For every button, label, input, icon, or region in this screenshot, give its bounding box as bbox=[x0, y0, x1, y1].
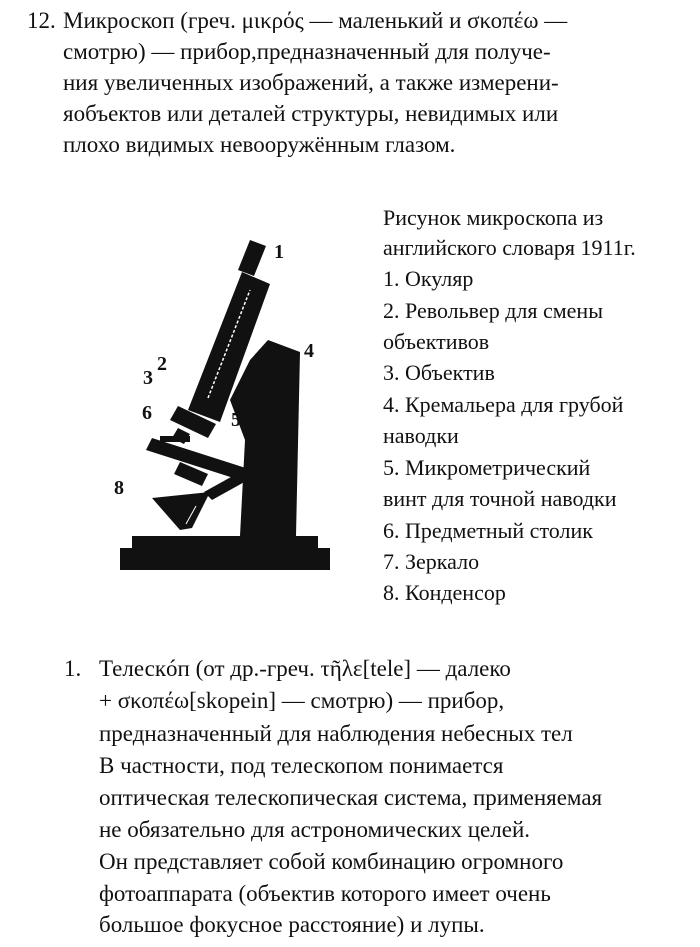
section-number: 1. bbox=[64, 656, 82, 681]
callout-6: 6 bbox=[142, 402, 152, 424]
mirror bbox=[152, 492, 210, 530]
legend-item: 4. Кремальера для грубой bbox=[383, 392, 624, 417]
microscope-base bbox=[120, 548, 330, 570]
paragraph-line: В частности, под телескопом понимается bbox=[99, 753, 504, 778]
legend-item: объективов bbox=[383, 329, 490, 354]
paragraph-line: Телескóп (от др.-греч. τῆλε[tele] — далеко bbox=[99, 656, 511, 681]
focus-knob bbox=[236, 384, 248, 396]
legend-item: 5. Микрометрический bbox=[383, 455, 591, 480]
figure-caption: Рисунок микроскопа из bbox=[383, 205, 604, 230]
paragraph-line: + σκοπέω[skopein] — смотрю) — прибор, bbox=[99, 688, 505, 713]
legend-item: 3. Объектив bbox=[383, 360, 495, 385]
callout-1: 1 bbox=[274, 241, 284, 263]
microscope-illustration bbox=[100, 230, 340, 580]
callout-8: 8 bbox=[114, 477, 124, 499]
legend-item: 6. Предметный столик bbox=[383, 518, 593, 543]
mirror-holder bbox=[204, 472, 248, 500]
callout-2: 2 bbox=[157, 353, 167, 375]
legend-item: наводки bbox=[383, 423, 459, 448]
legend-item: 8. Конденсор bbox=[383, 580, 506, 605]
section-number: 12. bbox=[27, 8, 56, 33]
legend-item: 7. Зеркало bbox=[383, 549, 480, 574]
paragraph-line: смотрю) — прибор,предназначенный для получе- bbox=[63, 39, 551, 64]
legend-item: 1. Окуляр bbox=[383, 266, 474, 291]
paragraph-line: фотоаппарата (объектив которого имеет очень bbox=[99, 881, 551, 906]
callout-5: 5 bbox=[231, 409, 241, 431]
microscope-base-top bbox=[132, 536, 318, 550]
paragraph-line: оптическая телескопическая система, применяемая bbox=[99, 785, 603, 810]
figure-caption: английского словаря 1911г. bbox=[383, 235, 636, 260]
paragraph-line: не обязательно для астрономических целей. bbox=[99, 817, 531, 842]
callout-4: 4 bbox=[304, 340, 314, 362]
microscope-arm bbox=[230, 340, 300, 536]
paragraph-line: плохо видимых невооружённым глазом. bbox=[63, 132, 456, 157]
legend-item: винт для точной наводки bbox=[383, 486, 617, 511]
paragraph-line: Микроскоп (греч. μικρός — маленький и σκοπέω — bbox=[63, 8, 568, 33]
legend-item: 2. Револьвер для смены bbox=[383, 298, 603, 323]
callout-3: 3 bbox=[143, 367, 153, 389]
paragraph-line: яобъектов или деталей структуры, невидимых или bbox=[63, 101, 559, 126]
paragraph-line: Он представляет собой комбинацию огромного bbox=[99, 849, 564, 874]
paragraph-line: предназначенный для наблюдения небесных тел bbox=[99, 721, 573, 746]
paragraph-line: большое фокусное расстояние) и лупы. bbox=[99, 912, 485, 937]
paragraph-line: ния увеличенных изображений, а также измерени- bbox=[63, 70, 559, 95]
